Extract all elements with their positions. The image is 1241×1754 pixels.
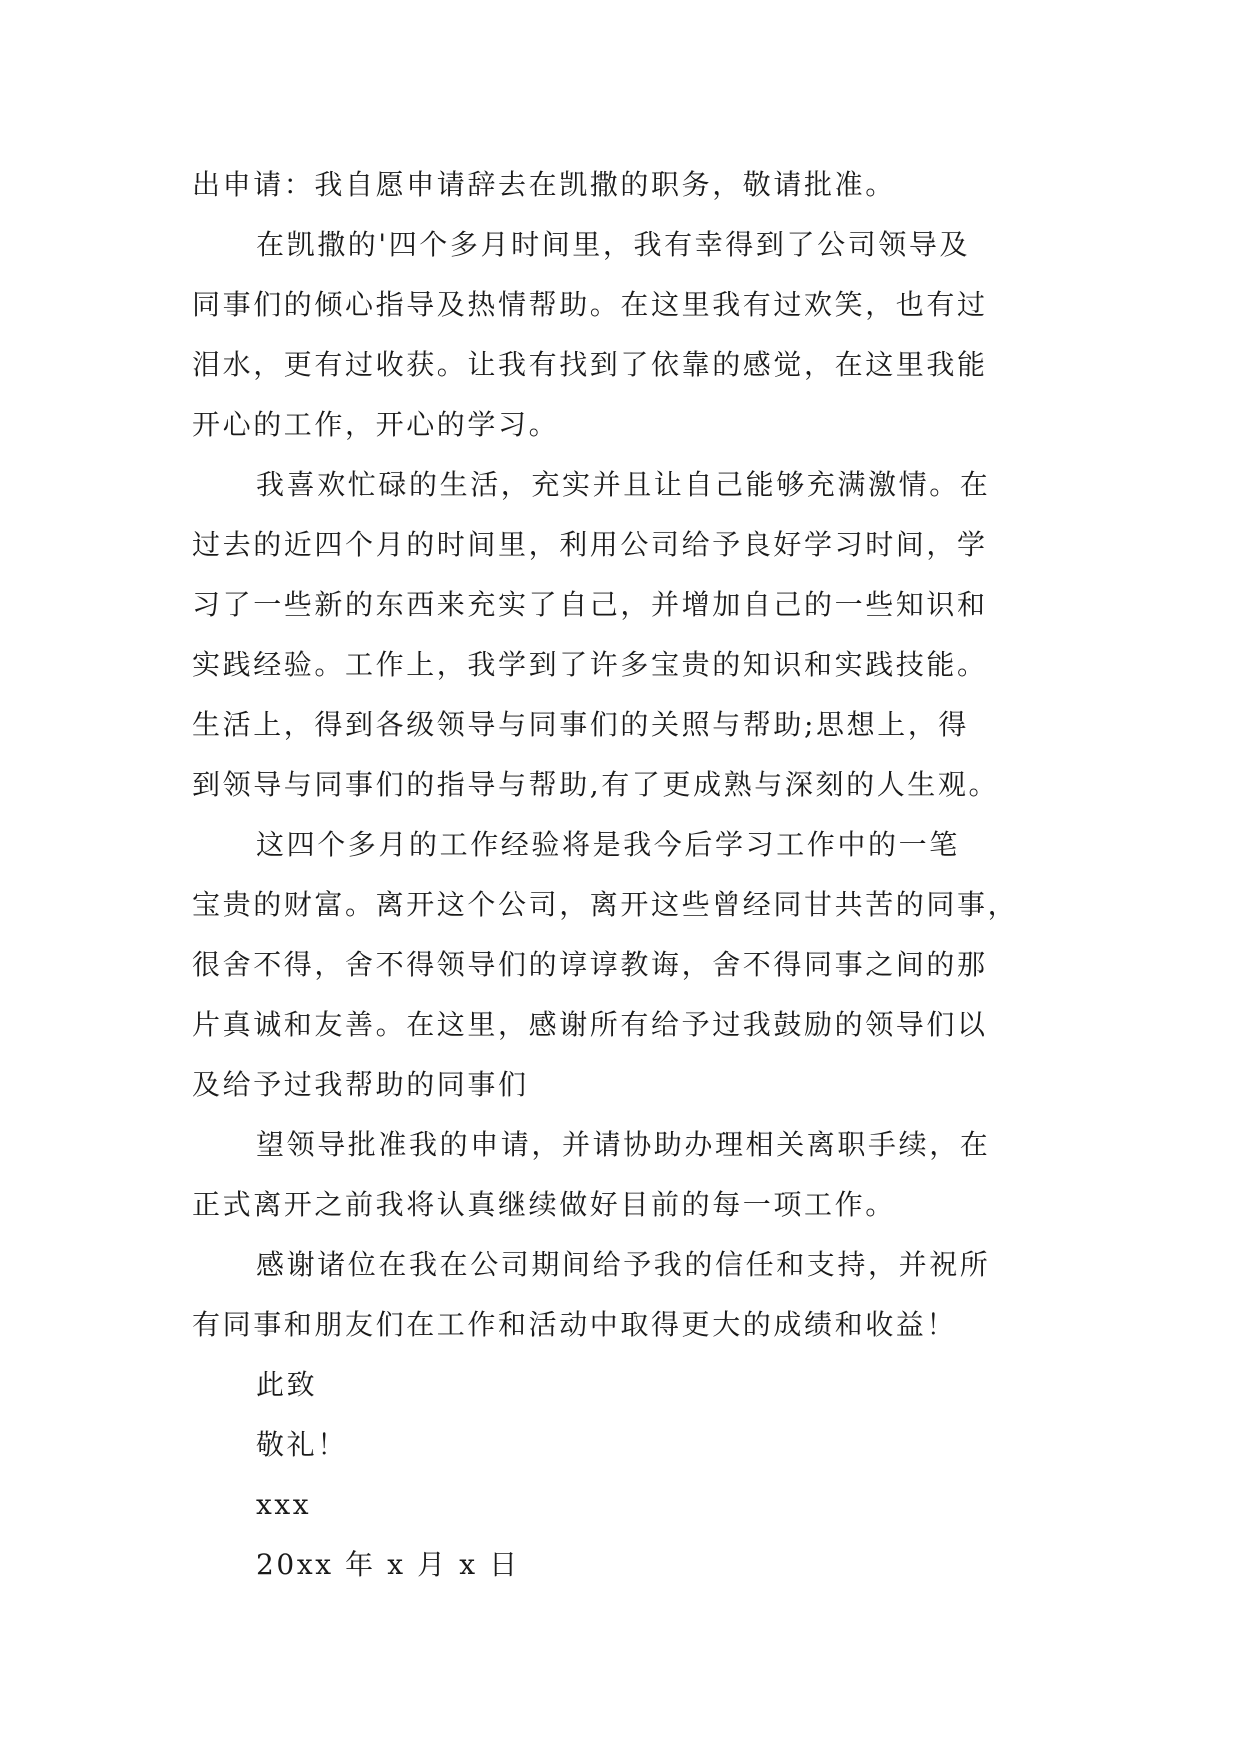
text-line: 习了一些新的东西来充实了自己，并增加自己的一些知识和	[192, 588, 988, 621]
letter-body	[192, 155, 1072, 1595]
text-line: 这四个多月的工作经验将是我今后学习工作中的一笔	[256, 828, 960, 861]
text-line: 我喜欢忙碌的生活，充实并且让自己能够充满激情。在	[256, 468, 991, 501]
closing-salutation: 此致	[256, 1368, 318, 1401]
text-line: 感谢诸位在我在公司期间给予我的信任和支持，并祝所	[256, 1248, 991, 1281]
signature-date: 20xx 年 x 月 x 日	[256, 1548, 520, 1581]
text-line: 在凯撒的'四个多月时间里，我有幸得到了公司领导及	[256, 228, 971, 261]
text-line: 同事们的倾心指导及热情帮助。在这里我有过欢笑，也有过	[192, 288, 988, 321]
text-line: 及给予过我帮助的同事们	[192, 1068, 529, 1101]
text-line: 片真诚和友善。在这里，感谢所有给予过我鼓励的领导们以	[192, 1008, 988, 1041]
text-line: 泪水，更有过收获。让我有找到了依靠的感觉，在这里我能	[192, 348, 988, 381]
text-line: 实践经验。工作上，我学到了许多宝贵的知识和实践技能。	[192, 648, 988, 681]
text-line: 过去的近四个月的时间里，利用公司给予良好学习时间，学	[192, 528, 988, 561]
text-line: 开心的工作，开心的学习。	[192, 408, 560, 441]
signature-name: xxx	[256, 1488, 312, 1521]
text-line: 有同事和朋友们在工作和活动中取得更大的成绩和收益！	[192, 1308, 958, 1341]
text-line: 正式离开之前我将认真继续做好目前的每一项工作。	[192, 1188, 896, 1221]
text-line: 宝贵的财富。离开这个公司，离开这些曾经同甘共苦的同事，	[192, 888, 1019, 921]
text-line: 生活上，得到各级领导与同事们的关照与帮助;思想上，得	[192, 708, 970, 741]
text-line: 望领导批准我的申请，并请协助办理相关离职手续，在	[256, 1128, 991, 1161]
closing-regards: 敬礼！	[256, 1428, 348, 1461]
text-line: 到领导与同事们的指导与帮助,有了更成熟与深刻的人生观。	[192, 768, 1000, 801]
text-line: 出申请：我自愿申请辞去在凯撒的职务，敬请批准。	[192, 168, 896, 201]
text-line: 很舍不得，舍不得领导们的谆谆教诲，舍不得同事之间的那	[192, 948, 988, 981]
